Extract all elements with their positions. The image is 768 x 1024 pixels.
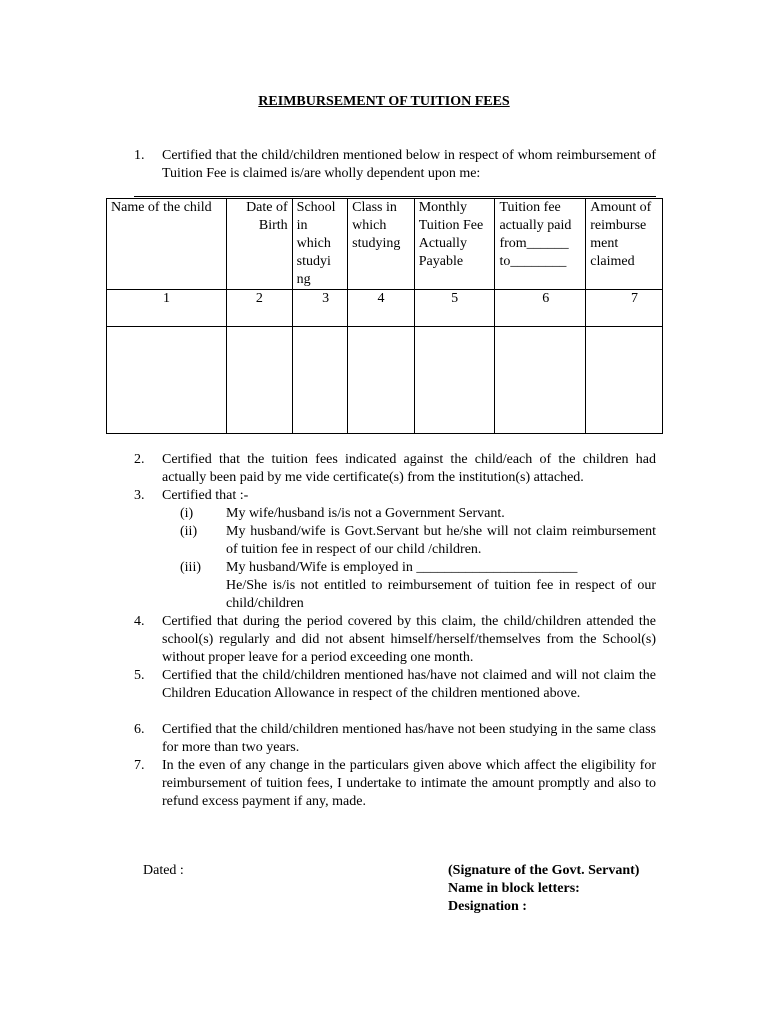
column-number: 6 [495, 290, 586, 327]
item-text: Certified that the child/children mentioned has/have not claimed and will not claim the Children Education Allowance in respect of the children mentioned above. [162, 668, 656, 701]
item-number: 4. [134, 614, 145, 629]
signature-label: (Signature of the Govt. Servant) [448, 863, 640, 878]
header-class: Class in which studying [348, 199, 415, 290]
column-number: 1 [107, 290, 227, 327]
column-number-row [107, 290, 663, 327]
item-text: Certified that the child/children mentioned has/have not been studying in the same class for more than two years. [162, 722, 656, 755]
sub-item-text: My husband/Wife is employed in _______________________ [226, 560, 578, 575]
item-text: Certified that the tuition fees indicated against the child/each of the children had actually been paid by me vide certificate(s) from the institution(s) attached. [162, 452, 656, 485]
table-cell [292, 327, 347, 434]
header-school: School in which studyi ng [292, 199, 347, 290]
header-tuition-fee-paid: Tuition fee actually paid from______ to________ [495, 199, 586, 290]
table-entry-row [107, 327, 663, 434]
table-cell [227, 327, 293, 434]
divider-line [134, 196, 656, 197]
item-number: 5. [134, 668, 145, 683]
header-date-of-birth: Date of Birth [227, 199, 293, 290]
sub-item-number: (ii) [180, 524, 198, 539]
table-cell [107, 327, 227, 434]
sub-item-text: My husband/wife is Govt.Servant but he/she will not claim reimbursement of tuition fee in respect of our child /children. [226, 524, 656, 557]
name-in-block-letters-label: Name in block letters: [448, 881, 580, 896]
children-fee-table [106, 198, 663, 434]
table-cell [414, 327, 495, 434]
column-number: 4 [348, 290, 415, 327]
column-number: 2 [227, 290, 293, 327]
item-number: 1. [134, 148, 145, 163]
sub-item-text-continued: He/She is/is not entitled to reimbursement of tuition fee in respect of our child/children [226, 578, 656, 611]
item-text: Certified that during the period covered by this claim, the child/children attended the school(s) regularly and did not absent himself/herself/themselves from the School(s) without proper leave for a period exceeding one month. [162, 614, 656, 665]
dated-label: Dated : [143, 863, 184, 878]
item-number: 3. [134, 488, 145, 503]
sub-item-number: (iii) [180, 560, 201, 575]
column-number: 3 [292, 290, 347, 327]
header-monthly-tuition-fee: Monthly Tuition Fee Actually Payable [414, 199, 495, 290]
document-title: REIMBURSEMENT OF TUITION FEES [258, 94, 510, 109]
sub-item-number: (i) [180, 506, 194, 521]
table-cell [348, 327, 415, 434]
item-number: 7. [134, 758, 145, 773]
table-header-row [107, 199, 663, 290]
sub-item-text: My wife/husband is/is not a Government Servant. [226, 506, 505, 521]
item-number: 6. [134, 722, 145, 737]
header-name-of-child: Name of the child [107, 199, 227, 290]
item-number: 2. [134, 452, 145, 467]
header-amount-claimed: Amount of reimburse ment claimed [586, 199, 663, 290]
table-cell [495, 327, 586, 434]
table-cell [586, 327, 663, 434]
signature-block [448, 862, 639, 916]
designation-label: Designation : [448, 899, 527, 914]
item-text: In the even of any change in the particulars given above which affect the eligibility for reimbursement of tuition fees, I undertake to intimate the amount promptly and also to refund excess payment if any, made. [162, 758, 656, 809]
item-text: Certified that :- [162, 488, 249, 503]
column-number: 5 [414, 290, 495, 327]
column-number: 7 [586, 290, 663, 327]
item-text: Certified that the child/children mentioned below in respect of whom reimbursement of Tuition Fee is claimed is/are wholly dependent upon me: [162, 148, 656, 181]
